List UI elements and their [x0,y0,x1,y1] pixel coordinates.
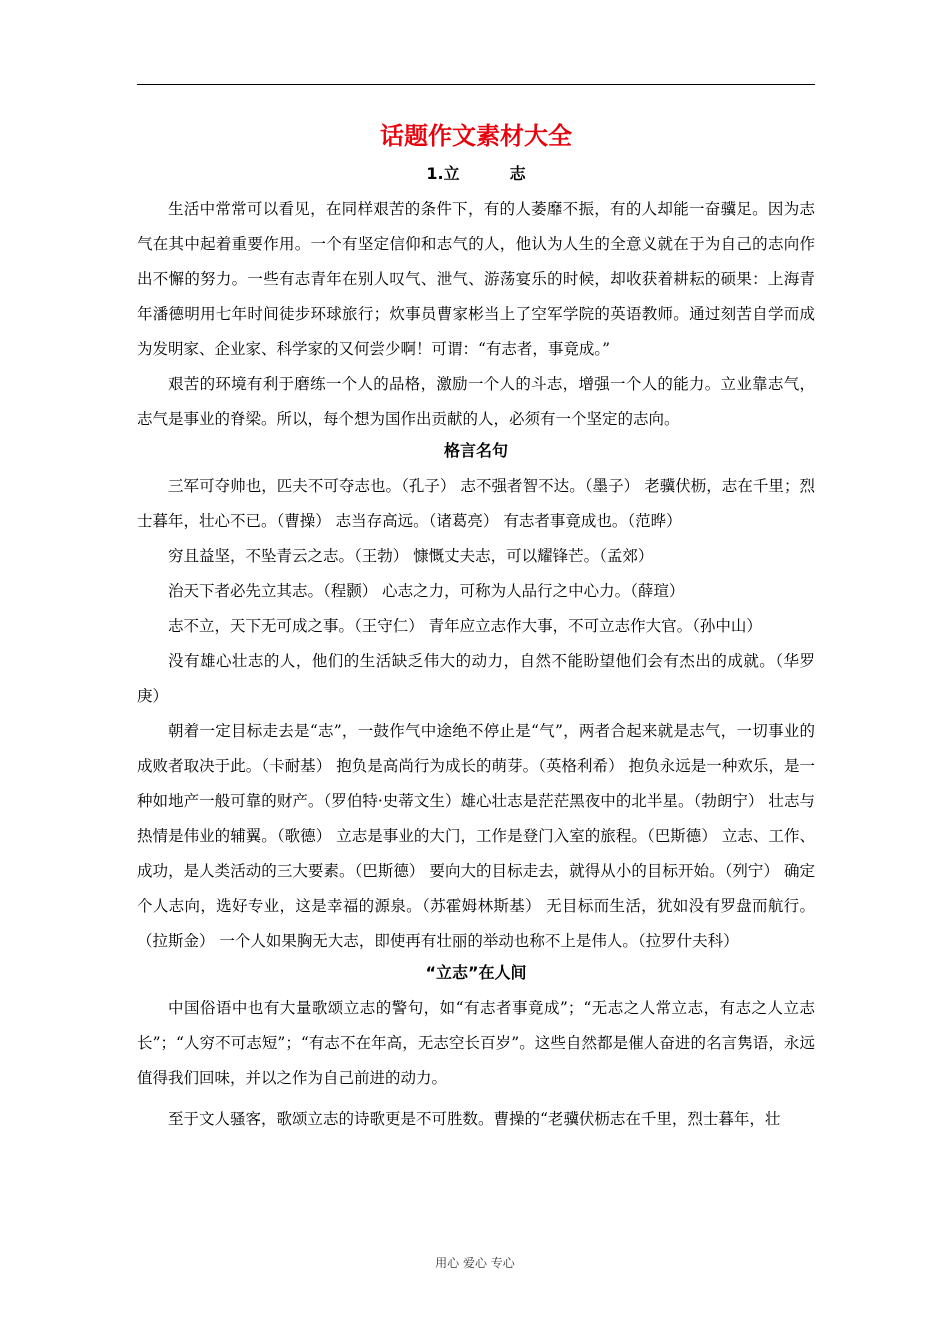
section-heading-lizhi [137,160,815,188]
quote-paragraph-4: 志不立，天下无可成之事。（王守仁） 青年应立志作大事，不可立志作大官。（孙中山） [168,617,762,635]
document-body [137,118,815,1137]
page-footer: 用心 爱心 专心 [435,1256,515,1270]
document-title: 话题作文素材大全 [380,122,572,150]
quote-paragraph-6: 朝着一定目标走去是“志”，一鼓作气中途绝不停止是“气”，两者合起来就是志气，一切事业的成败者取决于此。（卡耐基） 抱负是高尚行为成长的萌芽。（英格利希） 抱负永远是一种欢乐，是一种如地产一般可靠的财产。（罗伯特·史蒂文生）雄心壮志是茫茫黑夜中的北半星。（勃朗宁） 壮志与热情是伟业的辅翼。（歌德） 立志是事业的大门，工作是登门入室的旅程。（巴斯德） 立志、工作、成功，是人类活动的三大要素。（巴斯德） 要向大的目标走去，就得从小的目标开始。（列宁） 确定个人志向，选好专业，这是幸福的源泉。（苏霍姆林斯基） 无目标而生活，犹如没有罗盘而航行。（拉斯金） 一个人如果胸无大志，即使再有壮丽的举动也称不上是伟人。（拉罗什夫科） [137,722,815,950]
quote-paragraph-1: 三军可夺帅也，匹夫不可夺志也。（孔子） 志不强者智不达。（墨子） 老骥伏枥，志在千里；烈士暮年，壮心不已。（曹操） 志当存高远。（诸葛亮） 有志者事竟成也。（范晔） [137,477,815,530]
header-rule [137,84,815,85]
quote-paragraph-3: 治天下者必先立其志。（程颢） 心志之力，可称为人品行之中心力。（薛瑄） [168,582,685,600]
quote-paragraph-2: 穷且益坚，不坠青云之志。（王勃） 慷慨丈夫志，可以耀锋芒。（孟郊） [168,547,654,565]
section-heading-word: 志 [509,164,526,183]
quote-paragraph-5: 没有雄心壮志的人，他们的生活缺乏伟大的动力，自然不能盼望他们会有杰出的成就。（华罗庚） [137,652,815,705]
paragraph-4: 至于文人骚客，歌颂立志的诗歌更是不可胜数。曹操的“老骥伏枥志在千里，烈士暮年，壮 [168,1110,781,1128]
paragraph-3: 中国俗语中也有大量歌颂立志的警句，如“有志者事竟成”；“无志之人常立志，有志之人立志长”；“人穷不可志短”；“有志不在年高，无志空长百岁”。这些自然都是催人奋进的名言隽语，永远值得我们回味，并以之作为自己前进的动力。 [137,999,815,1087]
section-heading-number: 1.立 [426,164,460,183]
section-heading-quotes: 格言名句 [443,441,508,460]
paragraph-1: 生活中常常可以看见，在同样艰苦的条件下，有的人萎靡不振，有的人却能一奋骥足。因为志气在其中起着重要作用。一个有坚定信仰和志气的人，他认为人生的全意义就在于为自己的志向作出不懈的努力。一些有志青年在别人叹气、泄气、游荡宴乐的时候，却收获着耕耘的硕果：上海青年潘德明用七年时间徒步环球旅行；炊事员曹家彬当上了空军学院的英语教师。通过刻苦自学而成为发明家、企业家、科学家的又何尝少啊！可谓：“有志者，事竟成。” [137,200,815,358]
paragraph-2: 艰苦的环境有利于磨练一个人的品格，激励一个人的斗志，增强一个人的能力。立业靠志气，志气是事业的脊梁。所以，每个想为国作出贡献的人，必须有一个坚定的志向。 [137,375,815,428]
section-heading-lizhi-renjian: “立志”在人间 [425,963,527,982]
